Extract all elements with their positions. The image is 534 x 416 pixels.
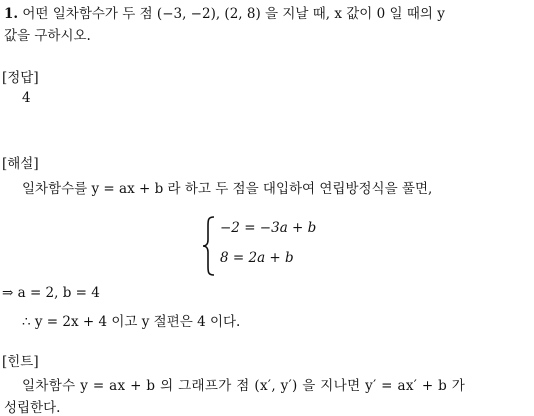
problem-number: 1. [4, 6, 19, 22]
equation-1: −2 = −3a + b [220, 220, 317, 236]
left-brace-icon [202, 216, 216, 276]
equation-system [202, 216, 342, 276]
problem-statement [4, 2, 445, 22]
answer-value: 4 [22, 90, 31, 106]
problem-text-line2: 값을 구하시오. [4, 28, 91, 44]
hint-text-line1: 일차함수 y = ax + b 의 그래프가 점 (x′, y′) 을 지나면 y′ = ax′ + b 가 [22, 378, 466, 394]
problem-text-line1: 어떤 일차함수가 두 점 (−3, −2), (2, 8) 을 지날 때, x 값이 0 일 때의 y [22, 6, 445, 22]
hint-header: [힌트] [2, 354, 39, 370]
solution-header: [해설] [2, 156, 39, 172]
solution-result: ⇒ a = 2, b = 4 [2, 285, 100, 301]
hint-text-line2: 성립한다. [4, 400, 61, 416]
solution-conclusion: ∴ y = 2x + 4 이고 y 절편은 4 이다. [22, 314, 241, 330]
solution-intro: 일차함수를 y = ax + b 라 하고 두 점을 대입하여 연립방정식을 풀면, [22, 181, 433, 197]
answer-header: [정답] [2, 70, 39, 86]
equation-2: 8 = 2a + b [220, 250, 294, 266]
